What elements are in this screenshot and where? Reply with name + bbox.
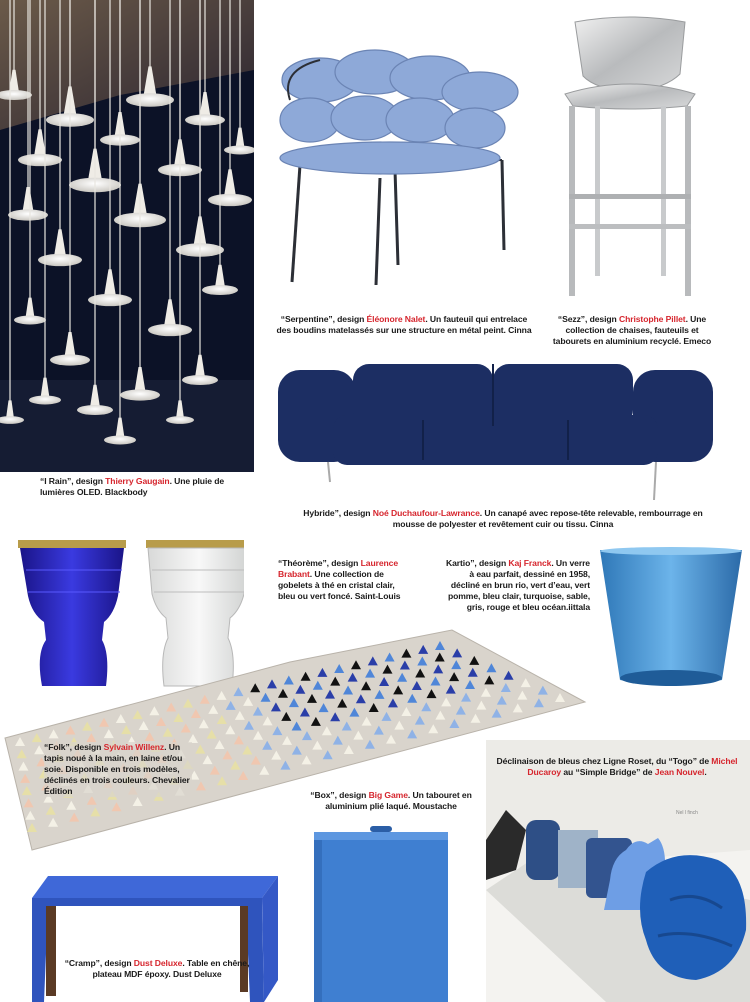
sezz-stool-image <box>555 14 705 304</box>
ligne-photo <box>486 740 750 1002</box>
cramp-table-image <box>26 876 282 1002</box>
hybride-caption: Hybride”, design Noé Duchaufour-Lawrance. Un canapé avec repose-tête relevable, rembourrage en mousse de polyester et revêtement cuir ou tissu. Cinna <box>303 508 703 529</box>
oled-light <box>166 416 194 424</box>
kartio-glass-image <box>596 544 746 694</box>
oled-light <box>50 354 90 365</box>
ligne-wall-text: Nel l finch <box>676 810 698 816</box>
sezz-designer: Christophe Pillet <box>618 314 686 324</box>
oled-light <box>8 209 48 220</box>
oled-light <box>202 285 238 295</box>
box-caption: “Box”, design Big Game. Un tabouret en aluminium plié laqué. Moustache <box>310 790 472 811</box>
oled-light <box>104 436 136 445</box>
oled-light <box>14 316 46 325</box>
kartio-photo <box>596 544 746 694</box>
cramp-photo <box>26 876 282 1002</box>
oled-light <box>77 405 113 415</box>
hybride-photo <box>278 360 713 505</box>
serpentine-photo <box>270 40 530 290</box>
sezz-photo <box>555 14 705 304</box>
hybride-sofa-image <box>278 360 713 505</box>
ligne-roset-showroom-image <box>486 740 750 1002</box>
irain-caption: “I Rain”, design Thierry Gaugain. Une pluie de lumières OLED. Blackbody <box>40 476 225 497</box>
ligne-designer-2: Jean Nouvel <box>654 767 705 777</box>
folk-designer: Sylvain Willenz <box>103 742 165 752</box>
theoreme-caption: “Théorème”, design Laurence Brabant. Une collection de gobelets à thé en cristal clair, bleu ou vert foncé. Saint-Louis <box>278 558 401 601</box>
box-photo <box>312 826 450 1002</box>
serpentine-designer: Éléonore Nalet <box>366 314 426 324</box>
oled-light <box>148 324 192 336</box>
ligne-designer-1: Michel Ducaroy <box>527 756 738 777</box>
folk-caption: “Folk”, design Sylvain Willenz. Un tapis noué à la main, en laine et/ou soie. Disponible en trois modèles, déclinés en trois couleurs. Chevalier Édition <box>44 742 192 797</box>
oled-light <box>208 194 252 206</box>
serpentine-chair-image <box>270 40 530 290</box>
oled-light <box>18 154 62 166</box>
sezz-caption: “Sezz”, design Christophe Pillet. Une collection de chaises, fauteuils et tabourets en aluminium recyclé. Emeco <box>552 314 712 346</box>
oled-light <box>185 114 225 125</box>
oled-light <box>126 93 174 106</box>
kartio-designer: Kaj Franck <box>508 558 552 568</box>
box-stool-image <box>312 826 450 1002</box>
kartio-caption: Kartio”, design Kaj Franck. Un verre à eau parfait, dessiné en 1958, décliné en brun rio, vert d’eau, vert pomme, bleu clair, turquoise, sable, gris, rouge et bleu océan.iittala <box>446 558 590 612</box>
oled-light <box>29 396 61 405</box>
serpentine-caption: “Serpentine”, design Éléonore Nalet. Un fauteuil qui entrelace des boudins matelassés sur une structure en métal peint. Cinna <box>276 314 532 335</box>
irain-lights-image <box>0 0 254 472</box>
irain-photo <box>0 0 254 472</box>
ligne-caption: Déclinaison de bleus chez Ligne Roset, du “Togo” de Michel Ducaroy au “Simple Bridge” de Jean Nouvel. <box>496 756 738 777</box>
cramp-caption: “Cramp”, design Dust Deluxe. Table en chêne, plateau MDF époxy. Dust Deluxe <box>64 958 250 979</box>
oled-light <box>120 389 160 400</box>
cramp-designer: Dust Deluxe <box>133 958 183 968</box>
theoreme-designer: Laurence Brabant <box>278 558 399 579</box>
irain-designer: Thierry Gaugain <box>105 476 170 486</box>
box-designer: Big Game <box>368 790 408 800</box>
hybride-designer: Noé Duchaufour-Lawrance <box>372 508 480 518</box>
oled-light <box>182 375 218 385</box>
